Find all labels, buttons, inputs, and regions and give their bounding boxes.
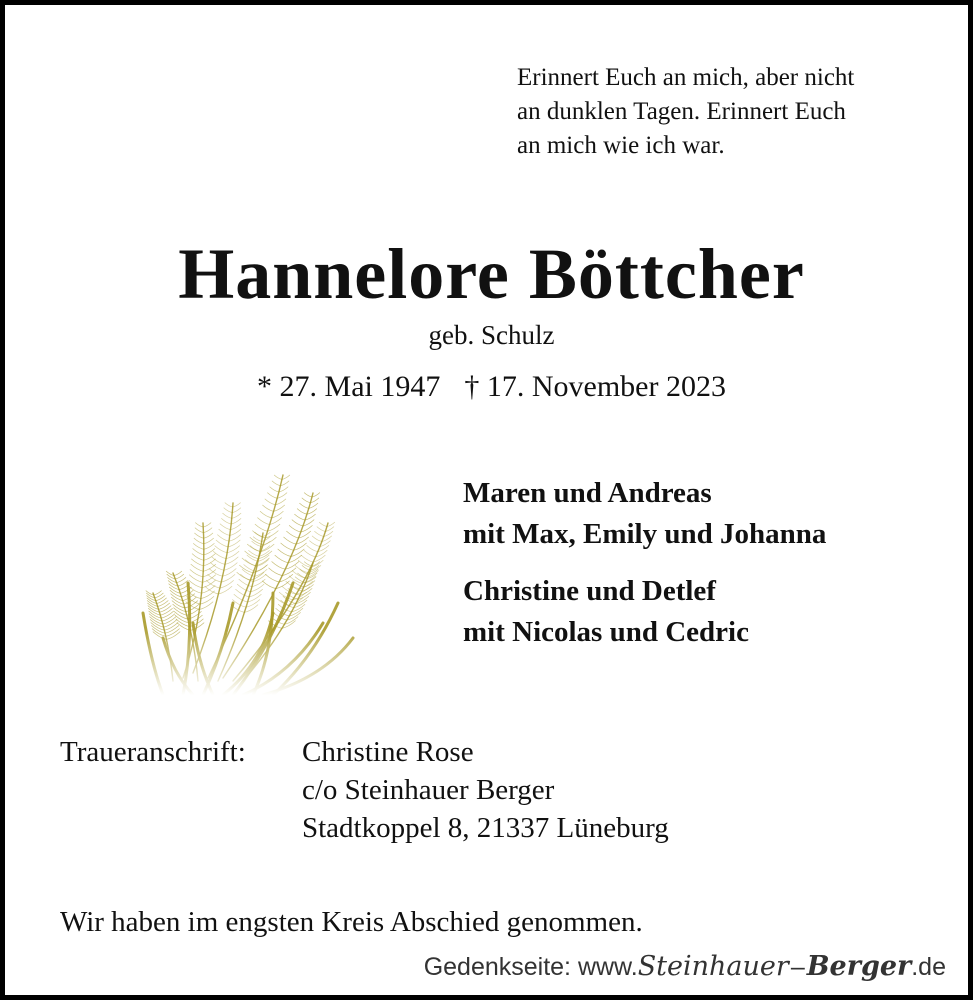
grass-icon (123, 463, 373, 695)
deceased-name: Hannelore Böttcher (178, 234, 805, 314)
footer-prefix: Gedenkseite: www. (423, 953, 638, 981)
brand-logo-part2: Berger (806, 951, 912, 982)
quote-line: an dunklen Tagen. Erinnert Euch (517, 98, 846, 125)
family-group-1 (463, 473, 826, 555)
death-date: † 17. November 2023 (464, 370, 726, 403)
birth-name: geb. Schulz (428, 320, 555, 350)
memorial-page-link[interactable] (424, 951, 946, 985)
footer-suffix: .de (911, 953, 946, 981)
family-line: mit Nicolas und Cedric (463, 616, 749, 648)
address-line: Christine Rose (302, 736, 474, 768)
address-line: Stadtkoppel 8, 21337 Lüneburg (302, 812, 669, 844)
quote-line: an mich wie ich war. (517, 132, 725, 159)
memorial-quote (517, 61, 937, 163)
life-dates (5, 368, 973, 406)
address-label: Traueranschrift: (60, 736, 246, 768)
family-line: mit Max, Emily und Johanna (463, 518, 827, 550)
address-line: c/o Steinhauer Berger (302, 774, 555, 806)
farewell-statement: Wir haben im engsten Kreis Abschied genommen. (60, 906, 643, 938)
mourning-address (302, 733, 669, 847)
brand-logo-part1: Steinhauer (637, 951, 789, 982)
family-line: Maren und Andreas (463, 477, 712, 509)
family-line: Christine und Detlef (463, 575, 716, 607)
family-group-2 (463, 571, 749, 653)
quote-line: Erinnert Euch an mich, aber nicht (517, 64, 855, 91)
brand-logo-dash: – (790, 953, 805, 981)
birth-date: * 27. Mai 1947 (257, 370, 441, 403)
